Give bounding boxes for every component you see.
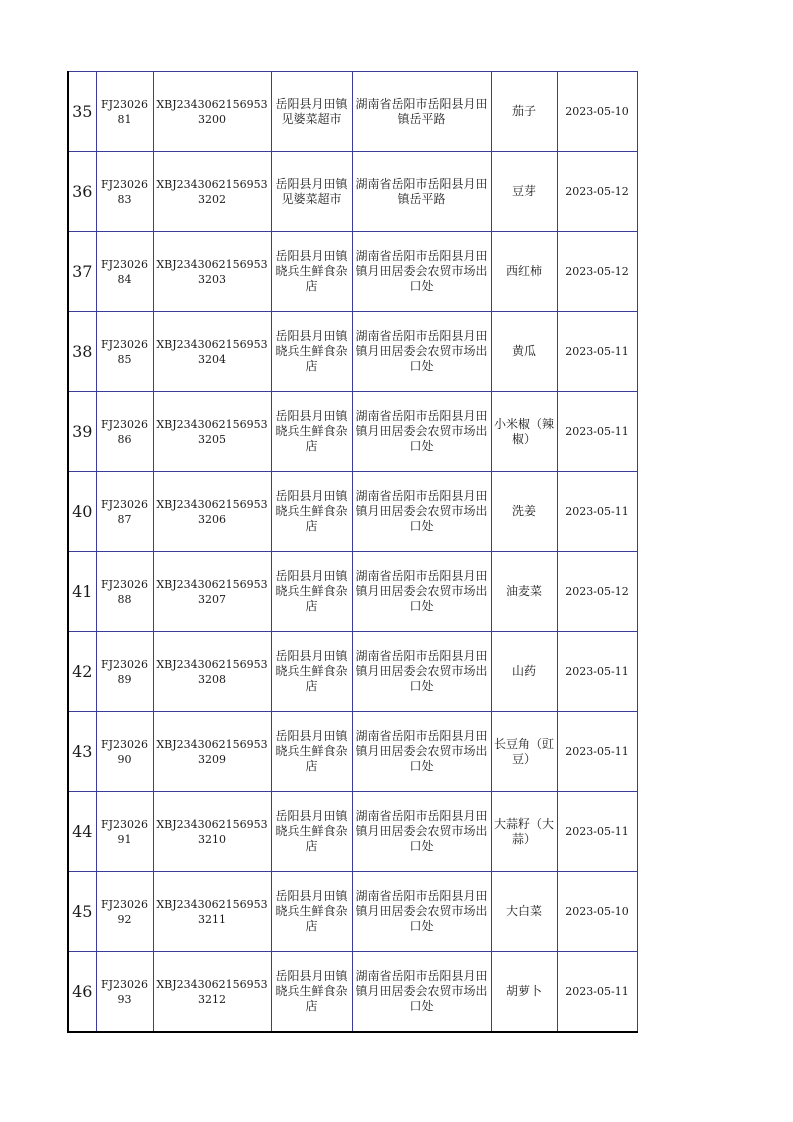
table-row — [68, 952, 637, 1033]
store-address: 湖南省岳阳市岳阳县月田镇月田居委会农贸市场出口处 — [352, 552, 491, 632]
table-row — [68, 312, 637, 392]
table-row — [68, 392, 637, 472]
serial-number: XBJ23430621569533204 — [153, 312, 271, 392]
table-row — [68, 72, 637, 152]
product-name: 油麦菜 — [491, 552, 557, 632]
product-name: 胡萝卜 — [491, 952, 557, 1033]
row-number: 36 — [68, 152, 96, 232]
store-address: 湖南省岳阳市岳阳县月田镇月田居委会农贸市场出口处 — [352, 712, 491, 792]
table-row — [68, 472, 637, 552]
production-date: 2023-05-12 — [557, 552, 637, 632]
serial-number: XBJ23430621569533203 — [153, 232, 271, 312]
product-name: 长豆角（豇豆） — [491, 712, 557, 792]
serial-number: XBJ23430621569533200 — [153, 72, 271, 152]
table-row — [68, 872, 637, 952]
row-number: 43 — [68, 712, 96, 792]
row-number: 40 — [68, 472, 96, 552]
store-address: 湖南省岳阳市岳阳县月田镇月田居委会农贸市场出口处 — [352, 392, 491, 472]
store-name: 岳阳县月田镇晓兵生鲜食杂店 — [271, 232, 352, 312]
serial-number: XBJ23430621569533205 — [153, 392, 271, 472]
sample-code: FJ2302681 — [96, 72, 153, 152]
production-date: 2023-05-11 — [557, 952, 637, 1033]
store-address: 湖南省岳阳市岳阳县月田镇岳平路 — [352, 152, 491, 232]
table-row — [68, 152, 637, 232]
product-name: 西红柿 — [491, 232, 557, 312]
product-name: 大蒜籽（大蒜） — [491, 792, 557, 872]
product-name: 豆芽 — [491, 152, 557, 232]
store-name: 岳阳县月田镇晓兵生鲜食杂店 — [271, 552, 352, 632]
store-name: 岳阳县月田镇见婆菜超市 — [271, 152, 352, 232]
store-name: 岳阳县月田镇见婆菜超市 — [271, 72, 352, 152]
production-date: 2023-05-12 — [557, 152, 637, 232]
sample-code: FJ2302683 — [96, 152, 153, 232]
sample-code: FJ2302686 — [96, 392, 153, 472]
store-address: 湖南省岳阳市岳阳县月田镇月田居委会农贸市场出口处 — [352, 872, 491, 952]
production-date: 2023-05-11 — [557, 632, 637, 712]
row-number: 46 — [68, 952, 96, 1033]
production-date: 2023-05-10 — [557, 872, 637, 952]
store-name: 岳阳县月田镇晓兵生鲜食杂店 — [271, 312, 352, 392]
product-name: 山药 — [491, 632, 557, 712]
row-number: 41 — [68, 552, 96, 632]
serial-number: XBJ23430621569533208 — [153, 632, 271, 712]
store-address: 湖南省岳阳市岳阳县月田镇月田居委会农贸市场出口处 — [352, 472, 491, 552]
row-number: 42 — [68, 632, 96, 712]
production-date: 2023-05-12 — [557, 232, 637, 312]
row-number: 44 — [68, 792, 96, 872]
table-row — [68, 712, 637, 792]
serial-number: XBJ23430621569533212 — [153, 952, 271, 1033]
sample-code: FJ2302688 — [96, 552, 153, 632]
store-address: 湖南省岳阳市岳阳县月田镇月田居委会农贸市场出口处 — [352, 312, 491, 392]
serial-number: XBJ23430621569533210 — [153, 792, 271, 872]
row-number: 39 — [68, 392, 96, 472]
row-number: 37 — [68, 232, 96, 312]
sample-code: FJ2302692 — [96, 872, 153, 952]
serial-number: XBJ23430621569533207 — [153, 552, 271, 632]
store-address: 湖南省岳阳市岳阳县月田镇月田居委会农贸市场出口处 — [352, 232, 491, 312]
product-name: 茄子 — [491, 72, 557, 152]
production-date: 2023-05-11 — [557, 712, 637, 792]
sample-code: FJ2302689 — [96, 632, 153, 712]
store-name: 岳阳县月田镇晓兵生鲜食杂店 — [271, 472, 352, 552]
sample-code: FJ2302693 — [96, 952, 153, 1033]
product-name: 洗姜 — [491, 472, 557, 552]
production-date: 2023-05-11 — [557, 392, 637, 472]
store-name: 岳阳县月田镇晓兵生鲜食杂店 — [271, 792, 352, 872]
product-name: 小米椒（辣椒） — [491, 392, 557, 472]
store-name: 岳阳县月田镇晓兵生鲜食杂店 — [271, 872, 352, 952]
production-date: 2023-05-10 — [557, 72, 637, 152]
serial-number: XBJ23430621569533209 — [153, 712, 271, 792]
table-row — [68, 552, 637, 632]
store-name: 岳阳县月田镇晓兵生鲜食杂店 — [271, 712, 352, 792]
row-number: 38 — [68, 312, 96, 392]
serial-number: XBJ23430621569533206 — [153, 472, 271, 552]
table-row — [68, 232, 637, 312]
store-address: 湖南省岳阳市岳阳县月田镇岳平路 — [352, 72, 491, 152]
production-date: 2023-05-11 — [557, 792, 637, 872]
table-row — [68, 632, 637, 712]
sample-code: FJ2302691 — [96, 792, 153, 872]
store-address: 湖南省岳阳市岳阳县月田镇月田居委会农贸市场出口处 — [352, 632, 491, 712]
product-name: 黄瓜 — [491, 312, 557, 392]
store-address: 湖南省岳阳市岳阳县月田镇月田居委会农贸市场出口处 — [352, 952, 491, 1033]
store-name: 岳阳县月田镇晓兵生鲜食杂店 — [271, 952, 352, 1033]
sampling-table — [67, 71, 638, 1033]
serial-number: XBJ23430621569533211 — [153, 872, 271, 952]
sample-code: FJ2302690 — [96, 712, 153, 792]
row-number: 35 — [68, 72, 96, 152]
sample-code: FJ2302687 — [96, 472, 153, 552]
table-body — [68, 72, 637, 1033]
store-name: 岳阳县月田镇晓兵生鲜食杂店 — [271, 632, 352, 712]
store-name: 岳阳县月田镇晓兵生鲜食杂店 — [271, 392, 352, 472]
row-number: 45 — [68, 872, 96, 952]
sample-code: FJ2302684 — [96, 232, 153, 312]
store-address: 湖南省岳阳市岳阳县月田镇月田居委会农贸市场出口处 — [352, 792, 491, 872]
production-date: 2023-05-11 — [557, 312, 637, 392]
production-date: 2023-05-11 — [557, 472, 637, 552]
product-name: 大白菜 — [491, 872, 557, 952]
serial-number: XBJ23430621569533202 — [153, 152, 271, 232]
sample-code: FJ2302685 — [96, 312, 153, 392]
table-row — [68, 792, 637, 872]
